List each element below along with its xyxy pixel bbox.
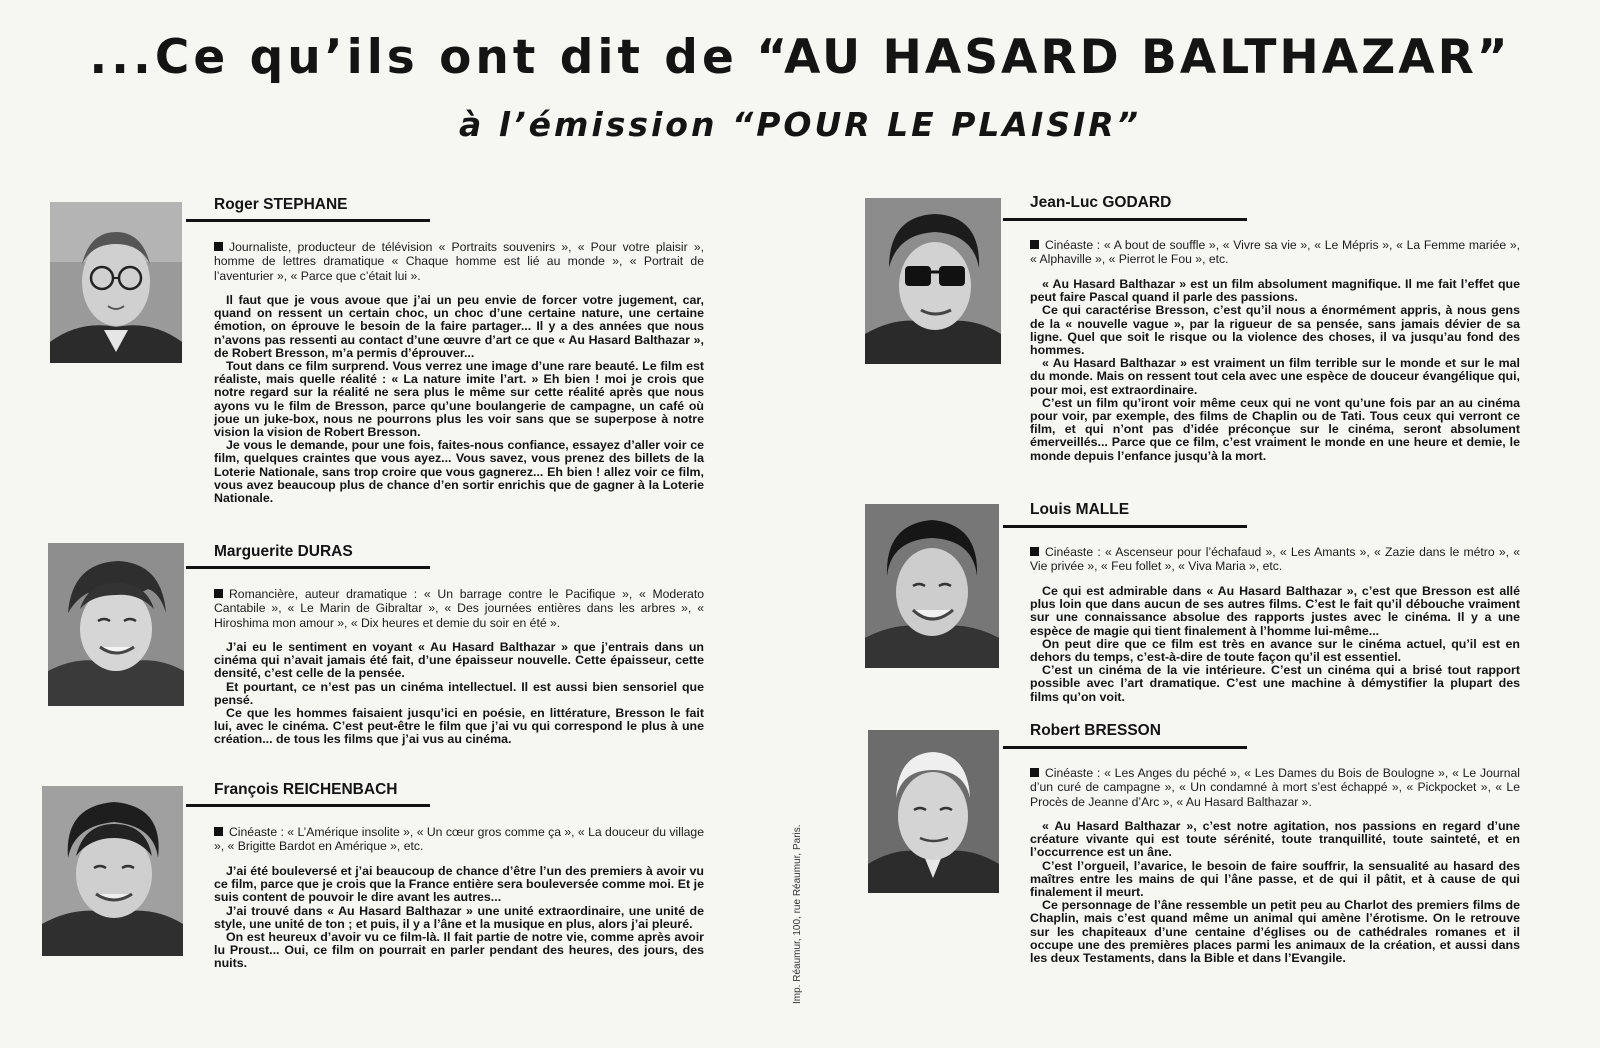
portrait-robert-bresson xyxy=(868,730,999,893)
person-name-roger-stephane xyxy=(214,196,348,214)
bio-marguerite-duras xyxy=(214,587,704,630)
quote-paragraph: C’est un cinéma de la vie intérieure. C’est un cinéma qui a brisé tout rapport possible avec l’art dramatique. C’est une machine à démystifier la plupart des films qu’on voit. xyxy=(1030,663,1520,704)
quote-paragraph: Ce personnage de l’âne ressemble un petit peu au Charlot des premiers films de Chaplin, mais c’est quand même un animal qui amène l’érotisme. On le retrouve sur les chapiteaux d’une centaine d’églises ou de cathédrales romanes et il occupe une des premières places parmi les animaux de la création, et aussi dans les deux Testaments, dans la Bible et dans l’Evangile. xyxy=(1030,898,1520,966)
name-underline xyxy=(186,219,430,222)
quote-paragraph: On peut dire que ce film est très en avance sur le cinéma actuel, qu’il est en dehors du temps, c’est-à-dire de toute façon qu’il est essentiel. xyxy=(1030,636,1520,665)
quote-marguerite-duras xyxy=(214,641,704,747)
last-name: DURAS xyxy=(297,543,353,560)
name-underline xyxy=(186,566,430,569)
first-name: François xyxy=(214,781,279,798)
quote-paragraph: Et pourtant, ce n’est pas un cinéma intellectuel. Il est aussi bien sensoriel que pensé. xyxy=(214,679,704,707)
person-name-robert-bresson xyxy=(1030,722,1161,740)
quote-paragraph: « Au Hasard Balthazar » est vraiment un film terrible sur le monde et sur le mal du monde. Mais on ressent tout cela avec une espèce de douceur évangélique qui, pour moi, est extraordinaire. xyxy=(1030,356,1520,397)
first-name: Jean-Luc xyxy=(1030,194,1099,211)
portrait-francois-reichenbach xyxy=(42,786,183,956)
person-name-francois-reichenbach xyxy=(214,781,397,799)
last-name: MALLE xyxy=(1075,501,1130,518)
bullet-square-icon xyxy=(214,589,223,598)
quote-paragraph: C’est un film qu’iront voir même ceux qui ne vont qu’une fois par an au cinéma pour voir, par exemple, des films de Chaplin ou de Tati. Tous ceux qui verront ce film, et qui n’ont pas d’idée préconçue sur le cinéma, seront absolument émerveillés... Parce que ce film, c’est vraiment le monde en une heure et demie, le monde depuis l’enfance jusqu’à la mort. xyxy=(1030,395,1520,463)
quote-paragraph: Ce qui caractérise Bresson, c’est qu’il nous a énormément appris, à nous gens de la « nouvelle vague », par la rigueur de sa pensée, sans jamais dévier de sa ligne. Quel que soit le risque ou la violence des choses, il va jusqu’au fond des hommes. xyxy=(1030,303,1520,358)
quote-paragraph: On est heureux d’avoir vu ce film-là. Il fait partie de notre vie, comme après avoir lu Proust... Oui, ce film on pourrait en parler pendant des heures, des jours, des nuits. xyxy=(214,930,704,971)
bio-robert-bresson xyxy=(1030,766,1520,809)
first-name: Marguerite xyxy=(214,543,294,560)
name-underline xyxy=(1003,746,1247,749)
bullet-square-icon xyxy=(1030,240,1039,249)
person-name-jean-luc-godard xyxy=(1030,194,1171,212)
quote-jean-luc-godard xyxy=(1030,278,1520,463)
quote-paragraph: C’est l’orgueil, l’avarice, le besoin de faire souffrir, la sensualité au hasard des maîtres entre les mains de qui l’âne passe, et de qui il pâtit, et à cause de qui finalement il meurt. xyxy=(1030,858,1520,900)
quote-louis-malle xyxy=(1030,585,1520,704)
bio-jean-luc-godard xyxy=(1030,238,1520,267)
bio-text: Cinéaste : « Ascenseur pour l’échafaud », « Les Amants », « Zazie dans le métro », « Vie privée », « Feu follet », « Viva Maria », etc. xyxy=(1030,545,1520,574)
title-lead: ...Ce qu’ils ont dit de xyxy=(89,30,738,85)
name-underline xyxy=(1003,218,1247,221)
bullet-square-icon xyxy=(214,827,223,836)
portrait-louis-malle xyxy=(865,504,999,668)
portrait-jean-luc-godard xyxy=(865,198,1001,364)
bio-text: Cinéaste : « Les Anges du péché », « Les Dames du Bois de Boulogne », « Le Journal d’un curé de campagne », « Un condamné à mort s’est échappé », « Pickpocket », « Le Procès de Jeanne d’Arc », « Au Hasard Balthazar ». xyxy=(1030,766,1520,809)
name-underline xyxy=(1003,525,1247,528)
portrait-roger-stephane xyxy=(50,202,182,363)
person-name-marguerite-duras xyxy=(214,543,353,561)
bullet-square-icon xyxy=(1030,768,1039,777)
page-subtitle: à l’émission “POUR LE PLAISIR” xyxy=(459,105,1141,144)
person-name-louis-malle xyxy=(1030,501,1129,519)
first-name: Louis xyxy=(1030,501,1072,518)
quote-paragraph: Je vous le demande, pour une fois, faites-nous confiance, essayez d’aller voir ce film, quelques craintes que vous ayez... Vous savez, vous prenez des billets de la Loterie Nationale, sans trop croire que vous gagnerez... Eh bien ! allez voir ce film, vous avez beaucoup plus de chance d’en sortir enrichis que de gagner à la Loterie Nationale. xyxy=(214,438,704,506)
last-name: GODARD xyxy=(1102,194,1172,211)
bio-roger-stephane xyxy=(214,240,704,283)
name-underline xyxy=(186,804,430,807)
quote-paragraph: J’ai trouvé dans « Au Hasard Balthazar » une unité extraordinaire, une unité de style, une unité de ton ; et puis, il y a l’âne et la musique en plus, alors j’ai pleuré. xyxy=(214,903,704,931)
bullet-square-icon xyxy=(1030,547,1039,556)
bio-text: Cinéaste : « L’Amérique insolite », « Un cœur gros comme ça », « La douceur du village », « Brigitte Bardot en Amérique », etc. xyxy=(214,825,704,854)
portrait-marguerite-duras xyxy=(48,543,184,706)
bullet-square-icon xyxy=(214,242,223,251)
last-name: STEPHANE xyxy=(263,196,348,213)
title-film: “AU HASARD BALTHAZAR” xyxy=(756,30,1511,85)
quote-paragraph: Ce qui est admirable dans « Au Hasard Balthazar », c’est que Bresson est allé plus loin que dans aucun de ses autres films. C’est le fait qu’il débouche vraiment sur une connaissance absolue des rapports justes avec le cinéma. Il y a une espèce de magie qui tient finalement à l’homme lui-même... xyxy=(1030,584,1520,638)
first-name: Robert xyxy=(1030,722,1080,739)
first-name: Roger xyxy=(214,196,259,213)
quote-paragraph: Tout dans ce film surprend. Vous verrez une image d’une rare beauté. Le film est réaliste, mais quelle réalité : « La nature imite l’art. » Eh bien ! moi je crois que notre regard sur la réalité ne sera plus le même sur cette réalité après que nous ayons vu le film de Bresson, parce qu’une boulangerie de campagne, un café où joue un juke-box, nous ne pourrons plus les voir sans que se superpose à notre vision la vision de Robert Bresson. xyxy=(214,359,704,440)
bio-louis-malle xyxy=(1030,545,1520,574)
bio-francois-reichenbach xyxy=(214,825,704,854)
quote-roger-stephane xyxy=(214,294,704,505)
quote-paragraph: Il faut que je vous avoue que j’ai un peu envie de forcer votre jugement, car, quand on ressent un certain choc, un choc d’une certaine nature, une certaine émotion, on éprouve le besoin de la faire partager... Il y a des années que nous n’avons pas ressenti au contact d’une œuvre d’art ce que « Au Hasard Balthazar », de Robert Bresson, m’a permis d’éprouver... xyxy=(214,293,704,360)
bio-text: Cinéaste : « A bout de souffle », « Vivre sa vie », « Le Mépris », « La Femme mariée », « Alphaville », « Pierrot le Fou », etc. xyxy=(1030,238,1520,267)
quote-paragraph: « Au Hasard Balthazar » est un film absolument magnifique. Il me fait l’effet que peut faire Pascal quand il parle des passions. xyxy=(1030,277,1520,305)
page-title xyxy=(0,30,1600,85)
quote-paragraph: Ce que les hommes faisaient jusqu’ici en poésie, en littérature, Bresson le fait lui, avec le cinéma. C’est peut-être le film que j’ai vu qui correspond le plus à une création... de tous les films que j’ai vus au cinéma. xyxy=(214,706,704,747)
last-name: BRESSON xyxy=(1084,722,1161,739)
quote-francois-reichenbach xyxy=(214,865,704,971)
printer-imprint: Imp. Réaumur, 100, rue Réaumur, Paris. xyxy=(792,824,803,1004)
quote-paragraph: J’ai eu le sentiment en voyant « Au Hasard Balthazar » que j’entrais dans un cinéma qui n’avait jamais été fait, d’une épaisseur nouvelle. Cette épaisseur, cette densité, c’est celle de la pensée. xyxy=(214,640,704,681)
bio-text: Romancière, auteur dramatique : « Un barrage contre le Pacifique », « Moderato Cantabile », « Le Marin de Gibraltar », « Des journées entières dans les arbres », « Hiroshima mon amour », « Dix heures et demie du soir en été ». xyxy=(214,587,704,630)
bio-text: Journaliste, producteur de télévision « Portraits souvenirs », « Pour votre plaisir », homme de lettres dramatique « Chaque homme est lié au monde », « Portrait de l’aventurier », « Parce que c’était lui ». xyxy=(214,240,704,283)
quote-robert-bresson xyxy=(1030,820,1520,965)
quote-paragraph: J’ai été bouleversé et j’ai beaucoup de chance d’être l’un des premiers à avoir vu ce film, parce que je crois que la France entière sera bouleversée comme moi. Et je suis content de pouvoir le dire avant les autres... xyxy=(214,864,704,905)
last-name: REICHENBACH xyxy=(282,781,398,798)
quote-paragraph: « Au Hasard Balthazar », c’est notre agitation, nos passions en regard d’une créature vivante qui est toute sérénité, toute tranquillité, toute sainteté, et en l’occurrence est un âne. xyxy=(1030,819,1520,860)
